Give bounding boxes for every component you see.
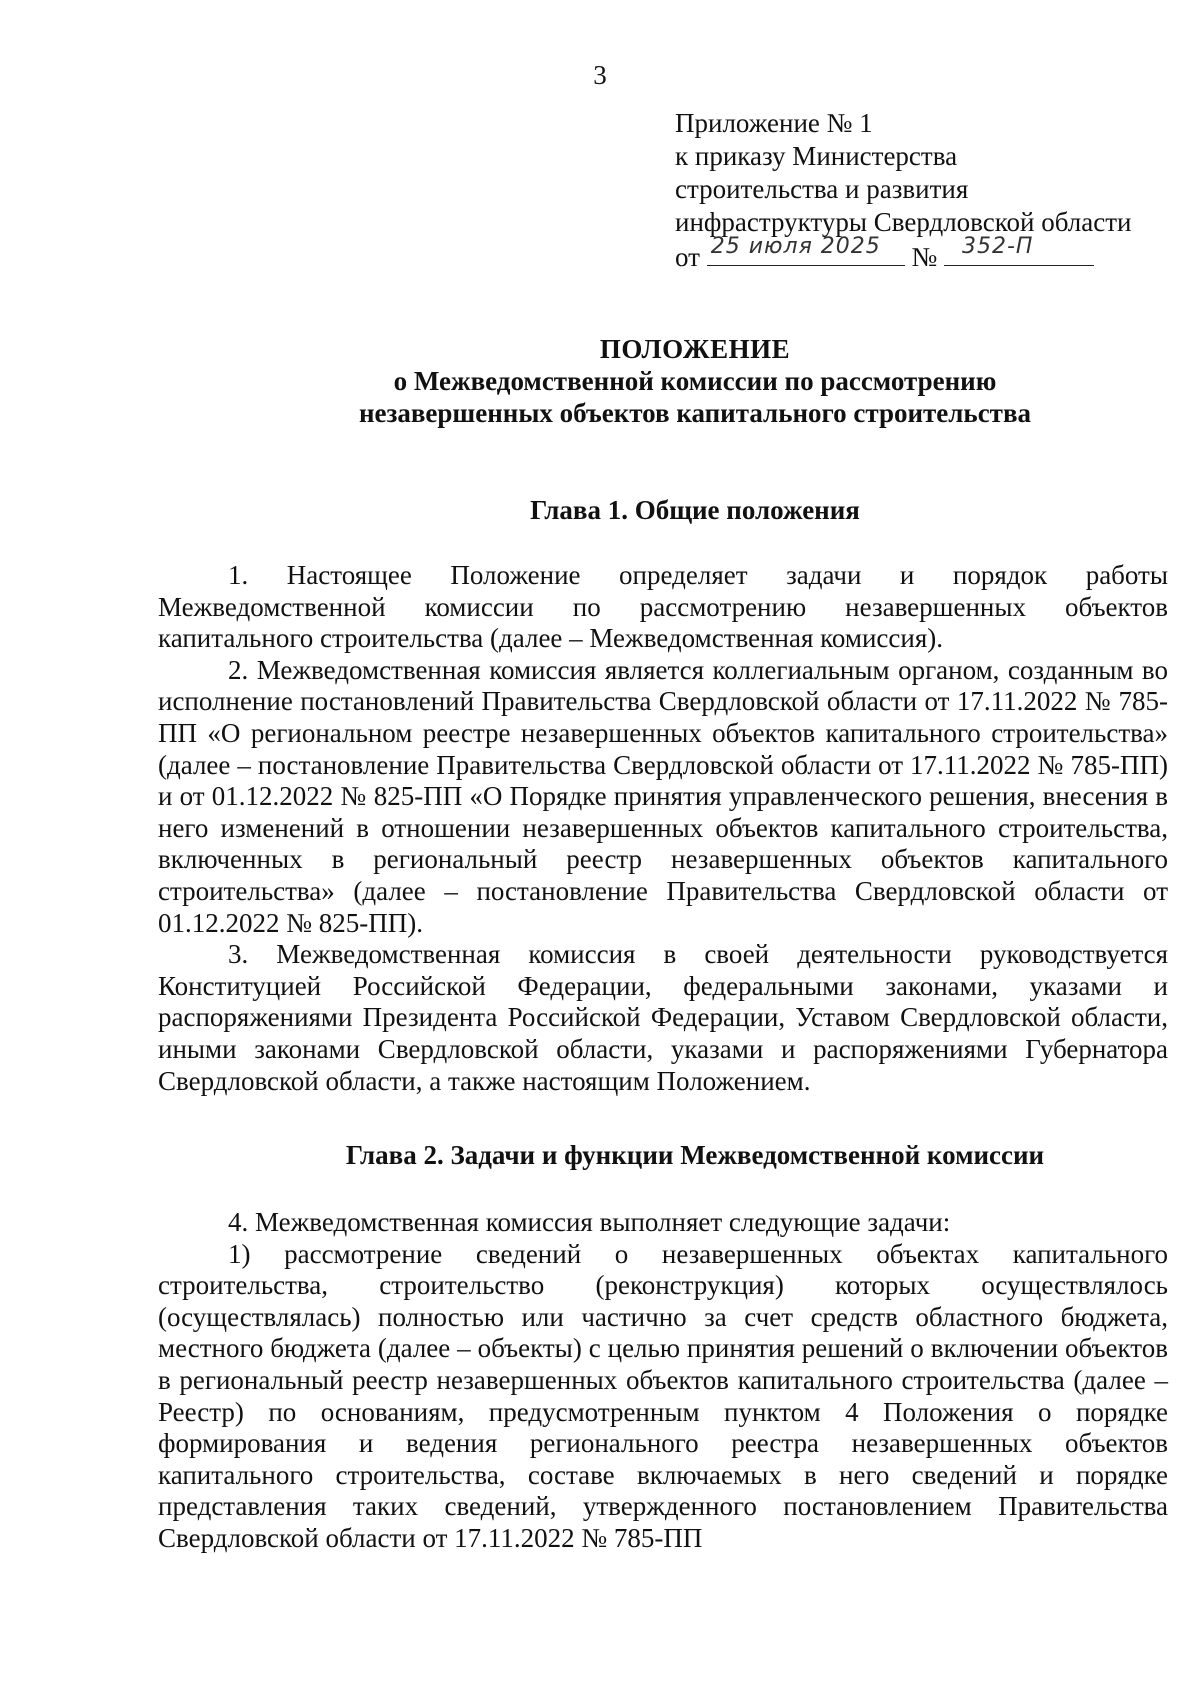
appendix-block <box>675 107 1131 274</box>
appendix-line-4: инфраструктуры Свердловской области <box>675 207 1132 237</box>
appendix-line-3: строительства и развития <box>675 174 969 204</box>
appendix-date-number-line <box>675 234 1131 274</box>
date-field <box>707 234 905 266</box>
number-prefix: № <box>911 242 938 272</box>
page-number: 3 <box>593 60 607 90</box>
appendix-line-2: к приказу Министерства <box>675 141 958 171</box>
paragraph-4-item-1: 1) рассмотрение сведений о незавершенных объектах капитального строительства, строительство (реконструкция) которых осуществлялось (осуществлялась) полностью или частично за счет средств областного бюджета, местного бюджета (далее – объекты) с целью принятия решений о включении объектов в региональный реестр незавершенных объектов капитального строительства (далее – Реестр) по основаниям, предусмотренным пунктом 4 Положения о порядке формирования и ведения регионального реестра незавершенных объектов капитального строительства, составе включаемых в него сведений и порядке представления таких сведений, утвержденного постановлением Правительства Свердловской области от 17.11.2022 № 785-ПП <box>158 1238 1168 1553</box>
paragraph-2: 2. Межведомственная комиссия является коллегиальным органом, созданным во исполнение постановлений Правительства Свердловской области от 17.11.2022 № 785-ПП «О региональном реестре незавершенных объектов капитального строительства» (далее – постановление Правительства Свердловской области от 17.11.2022 № 785-ПП) и от 01.12.2022 № 825-ПП «О Порядке принятия управленческого решения, внесения в него изменений в отношении незавершенных объектов капитального строительства, включенных в региональный реестр незавершенных объектов капитального строительства» (далее – постановление Правительства Свердловской области от 01.12.2022 № 825-ПП). <box>158 654 1168 938</box>
handwritten-date: 25 июля 2025 <box>710 234 881 259</box>
handwritten-number: 352-П <box>961 234 1034 259</box>
document-title <box>155 333 1200 429</box>
title-main: ПОЛОЖЕНИЕ <box>599 334 791 364</box>
paragraph-4: 4. Межведомственная комиссия выполняет следующие задачи: <box>228 1207 951 1237</box>
date-prefix: от <box>675 242 700 272</box>
title-line-2: о Межведомственной комиссии по рассмотрению <box>393 366 997 396</box>
title-line-3: незавершенных объектов капитального строительства <box>358 398 1032 428</box>
chapter-1-body <box>158 560 1168 1097</box>
chapter-1-heading: Глава 1. Общие положения <box>530 495 860 525</box>
number-field <box>944 234 1094 266</box>
paragraph-1: 1. Настоящее Положение определяет задачи и порядок работы Межведомственной комиссии по рассмотрению незавершенных объектов капитального строительства (далее – Межведомственная комиссия). <box>158 560 1168 654</box>
chapter-2-body <box>158 1207 1168 1555</box>
chapter-2-heading: Глава 2. Задачи и функции Межведомственной комиссии <box>345 1140 1045 1170</box>
appendix-line-1: Приложение № 1 <box>675 108 873 138</box>
paragraph-3: 3. Межведомственная комиссия в своей деятельности руководствуется Конституцией Российской Федерации, федеральными законами, указами и распоряжениями Президента Российской Федерации, Уставом Свердловской области, иными законами Свердловской области, указами и распоряжениями Губернатора Свердловской области, а также настоящим Положением. <box>158 939 1168 1096</box>
